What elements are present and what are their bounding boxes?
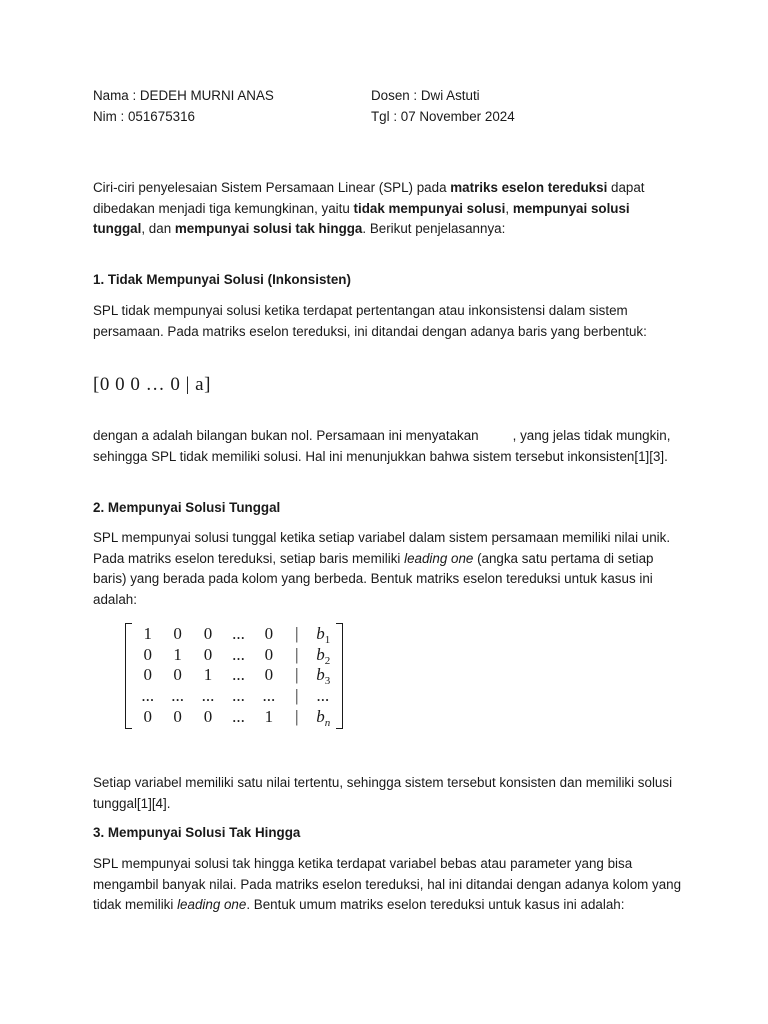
matrix-cell: ... — [171, 686, 184, 706]
section2-heading: 2. Mempunyai Solusi Tunggal — [93, 500, 281, 515]
matrix-row — [133, 624, 337, 645]
matrix-cell: ... — [141, 686, 155, 706]
intro-text-4: , dan — [141, 221, 175, 237]
section1-heading: 1. Tidak Mempunyai Solusi (Inkonsisten) — [93, 272, 351, 287]
section2-leading-one: leading one — [404, 550, 474, 566]
intro-text-5: . Berikut penjelasannya: — [362, 221, 506, 237]
matrix-rhs-subscript: n — [324, 716, 331, 729]
matrix-cell: 0 — [203, 624, 213, 644]
section3-paragraph-1 — [93, 854, 683, 916]
section3-paragraph-1b: . Bentuk umum matriks eselon tereduksi untuk kasus ini adalah: — [246, 897, 625, 913]
section1-paragraph-2 — [93, 426, 683, 467]
intro-text-1: Ciri-ciri penyelesaian Sistem Persamaan Linear (SPL) pada — [93, 180, 451, 195]
intro-bold-2: tidak mempunyai solusi — [353, 200, 506, 216]
section1-paragraph-1: SPL tidak mempunyai solusi ketika terdapat pertentangan atau inkonsistensi dalam sistem persamaan. Pada matriks eselon tereduksi, ini ditandai dengan adanya baris yang berbentuk: — [93, 303, 647, 339]
matrix-rhs-cell — [310, 624, 337, 647]
unique-solution-matrix — [125, 623, 343, 729]
matrix-row — [133, 645, 337, 666]
matrix-cell: 0 — [173, 624, 182, 644]
header-tgl: Tgl : 07 November 2024 — [371, 109, 515, 124]
intro-text-3: , — [505, 200, 513, 216]
section2-paragraph-1b: (angka satu pertama di setiap baris) yang berada pada kolom yang berbeda. Bentuk matriks eselon tereduksi untuk kasus ini adalah: — [93, 550, 654, 607]
section2-paragraph-2: Setiap variabel memiliki satu nilai tertentu, sehingga sistem tersebut konsisten dan memiliki solusi tunggal[1][4]. — [93, 775, 673, 811]
intro-bold-3: mempunyai solusi tunggal — [93, 200, 630, 237]
matrix-cell: ... — [232, 706, 245, 726]
matrix-cell: 0 — [264, 644, 274, 664]
matrix-rhs-base: b — [316, 665, 325, 685]
matrix-cell: 0 — [143, 706, 152, 726]
matrix-cell: 0 — [143, 644, 152, 664]
matrix-divider: | — [295, 644, 299, 664]
matrix-cell: ... — [232, 686, 245, 706]
matrix-cell: 0 — [173, 665, 182, 685]
section3-paragraph-1a: SPL mempunyai solusi tak hingga ketika terdapat variabel bebas atau parameter yang bisa mengambil banyak nilai. Pada matriks eselon tereduksi, hal ini ditandai dengan adanya kolom yang tidak memiliki — [93, 856, 682, 913]
matrix-rhs-cell — [310, 686, 337, 706]
matrix-cell: 1 — [173, 644, 182, 664]
matrix-cell: ... — [232, 665, 245, 685]
matrix-left-bracket — [125, 623, 132, 729]
matrix-rhs-base: b — [316, 624, 325, 644]
matrix-cell: 0 — [264, 665, 274, 685]
matrix-rhs-subscript: 1 — [324, 634, 331, 647]
section3-heading: 3. Mempunyai Solusi Tak Hingga — [93, 825, 301, 840]
intro-bold-1: matriks eselon tereduksi — [450, 180, 608, 195]
matrix-divider: | — [295, 686, 299, 706]
intro-text-2: dapat dibedakan menjadi tiga kemungkinan, yaitu — [93, 180, 645, 216]
matrix-cell: 1 — [264, 706, 274, 726]
matrix-cell: ... — [201, 686, 215, 706]
intro-paragraph — [93, 178, 683, 240]
matrix-cell: 1 — [143, 624, 152, 644]
intro-bold-4: mempunyai solusi tak hingga — [174, 221, 363, 237]
section1-paragraph-2a: dengan a adalah bilangan bukan nol. Persamaan ini menyatakan — [93, 428, 479, 443]
matrix-cell: ... — [232, 624, 245, 644]
matrix-cell: ... — [262, 686, 276, 706]
matrix-rhs-cell — [310, 665, 337, 688]
matrix-cell: 0 — [203, 644, 213, 664]
matrix-rhs-base: b — [316, 706, 325, 726]
header-dosen: Dosen : Dwi Astuti — [371, 88, 480, 103]
matrix-cell: 0 — [264, 624, 274, 644]
section2-paragraph-1 — [93, 528, 683, 610]
matrix-cell: 0 — [173, 706, 182, 726]
section1-paragraph-2b: , yang jelas tidak mungkin, sehingga SPL tidak memiliki solusi. Hal ini menunjukkan bahwa sistem tersebut inkonsisten[1][3]. — [93, 428, 671, 464]
matrix-divider: | — [295, 665, 299, 685]
matrix-row — [133, 706, 337, 727]
matrix-cell: ... — [232, 644, 245, 664]
matrix-cell: 0 — [143, 665, 152, 685]
matrix-grid — [133, 624, 337, 727]
matrix-divider: | — [295, 706, 299, 726]
section3-leading-one: leading one — [177, 897, 247, 913]
matrix-divider: | — [295, 624, 299, 644]
matrix-rhs-base: ... — [316, 686, 330, 706]
matrix-rhs-cell — [310, 645, 337, 665]
matrix-rhs-base: b — [316, 644, 325, 664]
matrix-rhs-cell — [310, 707, 337, 727]
header-nim: Nim : 051675316 — [93, 109, 195, 124]
matrix-row — [133, 665, 337, 686]
matrix-cell: 0 — [203, 706, 213, 726]
section1-formula: [0 0 0 … 0 | a] — [93, 374, 211, 395]
matrix-cell: 1 — [203, 665, 213, 685]
section2-paragraph-1a: SPL mempunyai solusi tunggal ketika setiap variabel dalam sistem persamaan memiliki nilai unik. Pada matriks eselon tereduksi, setiap baris memiliki — [93, 530, 671, 566]
matrix-row — [133, 686, 337, 707]
matrix-rhs-subscript: 3 — [324, 675, 331, 688]
matrix-right-bracket — [336, 623, 343, 729]
header-nama: Nama : DEDEH MURNI ANAS — [93, 88, 274, 103]
matrix-rhs-subscript: 2 — [324, 654, 331, 667]
